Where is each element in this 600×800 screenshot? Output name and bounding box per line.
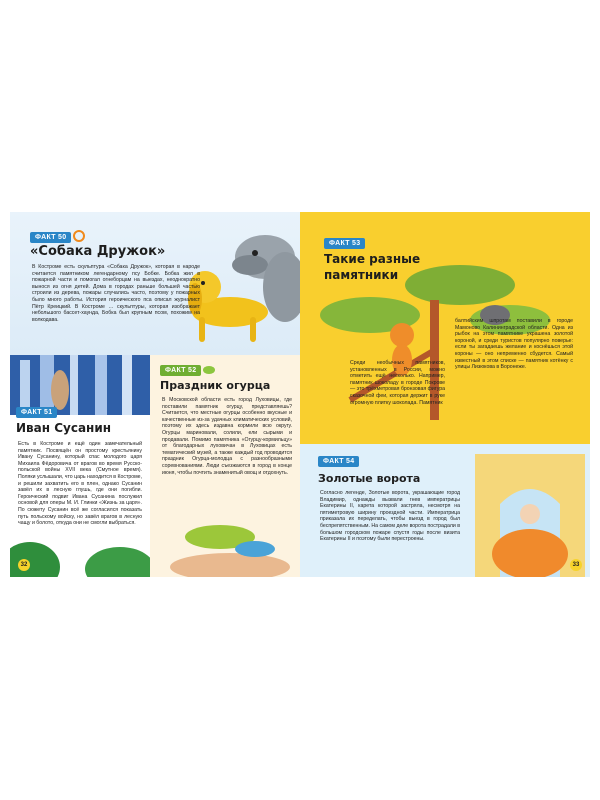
fact53-text-left: Среди необычных памятников, установленных в России, можно отметить ещё несколько. Например, памятник шоколаду в городе Покрове — это трёхметровая бронзовая фигура сказочной феи, которая держит в руке огромную плитку шоколада. Памятник — [350, 360, 445, 406]
fact54-title: Золотые ворота — [318, 472, 421, 485]
golden-gate-illustration — [460, 444, 590, 577]
fact53-title-line2: памятники — [324, 268, 399, 282]
fact50-panel — [10, 212, 300, 355]
fact51-panel — [10, 355, 150, 577]
fact50-text: В Костроме есть скульптура «Собака Дружок», которая в народе считается памятником легендарному псу Бобке. Бобка жил в пожарной части и помогал огнеборцам на выездах, неоднократно вынося из огня детей. Дома в городах раньше большей частью строили из дерева, пожары случались часто, поэтому у пожарных было много работы. История героического пса описал журналист Пётр Креицкий. В Костроме … скульптуры, которая изображает небольшого бассет-хаунда, Бобка был крупным псом, похожим на волкодава. — [32, 264, 200, 323]
fact53-tag: ФАКТ 53 — [324, 238, 365, 249]
bush-illustration — [10, 527, 150, 577]
fact51-tag: ФАКТ 51 — [16, 407, 57, 418]
fact52-title: Праздник огурца — [160, 379, 271, 392]
fact52-panel — [150, 355, 300, 577]
cucumber-monument-illustration — [150, 507, 300, 577]
fact53-title-line1: Такие разные — [324, 252, 421, 266]
page-number-right: 33 — [570, 559, 582, 571]
fact54-tag: ФАКТ 54 — [318, 456, 359, 467]
collar-icon — [72, 229, 86, 243]
fact52-text: В Московской области есть город Луховицы, где поставили памятник огурцу, представляешь? Считается, что местные огурцы особенно вкусные и качественные из-за удачных климатических условий, поэтому их здесь издавна кормили всю округу. Огурцы мариновали, солили, ели сырыми и продавали. Помимо памятника «Огурцу-кормильцу» от благодарных луховичан в Луховицах есть тематический музей, а также каждый год проводится праздник Огурца-молодца с разнообразными соревнованиями. Люди съезжаются в город в конце июня, чтобы почтить знаменитый овощ и отдохнуть. — [162, 397, 292, 476]
fact54-panel — [300, 444, 590, 577]
cucumber-icon — [202, 365, 216, 375]
fact53-panel — [300, 212, 590, 444]
fact53-text-right: балтийским шпротам поставили в городе Мамоново Калининградской области. Одна из рыбок на этом памятнике украшена золотой короной, и среди туристов популярно поверье: если ты загадаешь желание и коснёшься этой короны — оно непременно сбудется. Самый известный в этом списке — памятник котёнку с улицы Лизюкова в Воронеже. — [455, 318, 573, 371]
fact51-text: Есть в Костроме и ещё один замечательный памятник. Посвящён он простому крестьянину Ивану Сусанину, который спас молодого царя Михаила Фёдоровича от врагов во время Русско-польской войны XVII века (Смутное время). Поляки услышали, что царь находится в Костроме, и решили захватить его в плен, однако Сусанин завёл их в лесную глушь, где они погибли. Героический подвиг Ивана Сусанина послужил основой для оперы М. И. Глинки «Жизнь за царя». По сюжету Сусанин всё же согласился показать путь польскому войску, но завёл врагов в лесную чащу и болото, откуда они не смогли выбраться. — [18, 441, 142, 527]
fact50-title: «Собака Дружок» — [30, 244, 166, 259]
book-spread — [10, 212, 590, 577]
fact52-tag: ФАКТ 52 — [160, 365, 201, 376]
page-number-left: 32 — [18, 559, 30, 571]
fact51-title: Иван Сусанин — [16, 421, 112, 435]
fact54-text: Согласно легенде, Золотые ворота, украшающие город Владимир, однажды вызвали гнев императрицы Екатерины II, карета которой застряла, несмотря на пятиметровую ширину проездной части. Императрица приказала их переделать, чтобы выезд в город был беспрепятственным. На самом деле ворота пострадали в большом городском пожаре спустя годы после визита Екатерины II и поэтому были перестроены. — [320, 490, 460, 543]
left-page — [10, 212, 300, 577]
right-page — [300, 212, 590, 577]
forest-illustration — [10, 355, 150, 415]
fact50-tag: ФАКТ 50 — [30, 232, 71, 243]
